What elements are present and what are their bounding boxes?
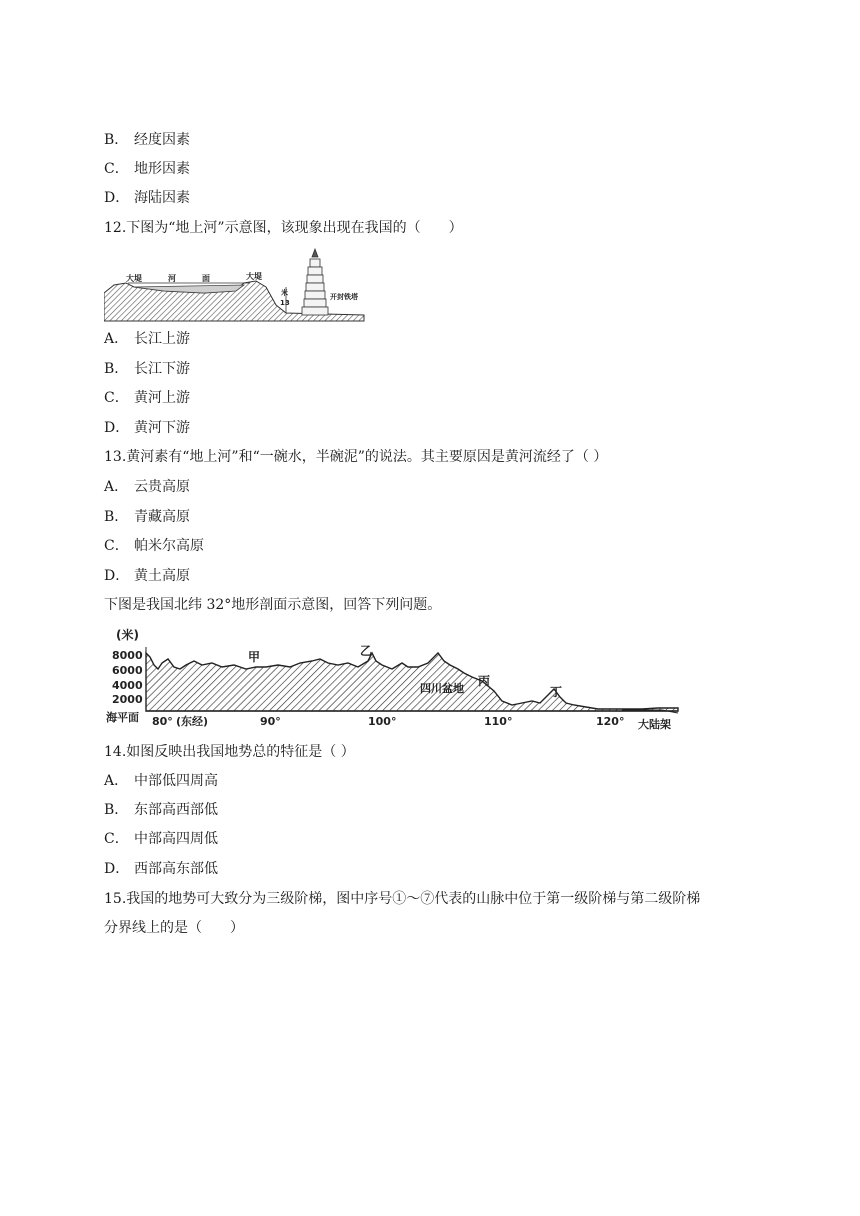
q12-stem: 12.下图为“地上河”示意图，该现象出现在我国的（ ） [104,220,463,236]
option-letter: D． [104,190,130,206]
option-letter: B． [104,132,129,148]
option-text: 西部高东部低 [134,861,218,877]
option-text: 地形因素 [134,161,190,177]
label-river-mian: 面 [202,274,210,283]
label-bing: 丙 [478,674,491,688]
q13-stem: 13.黄河素有“地上河”和“一碗水，半碗泥”的说法。其主要原因是黄河流经了（ ） [104,449,608,465]
option-letter: B． [104,509,129,525]
q14-option-c [104,829,218,849]
q14-stem: 14.如图反映出我国地势总的特征是（ ） [104,744,355,760]
q12-option-b [104,359,190,379]
q11-option-c [104,159,190,179]
q11-option-b [104,130,190,150]
option-text: 长江下游 [134,361,190,377]
option-text: 海陆因素 [134,190,190,206]
option-text: 云贵高原 [134,479,190,495]
label-height-unit: 米 [281,289,288,297]
option-text: 经度因素 [134,132,190,148]
option-letter: A． [104,773,129,789]
q14-option-b [104,800,218,820]
x-tick-100: 100° [368,715,397,728]
q11-option-d [104,188,190,208]
q12-option-d [104,418,190,438]
pagoda-icon [302,249,328,315]
q12-option-a [104,329,190,349]
option-letter: D． [104,420,130,436]
label-continental-shelf: 大陆架 [638,718,671,731]
option-text: 中部高四周低 [134,831,218,847]
terrain-profile-figure [102,623,682,733]
q15-stem-line2: 分界线上的是（ ） [104,920,244,936]
x-tick-110: 110° [484,715,513,728]
option-letter: C． [104,538,129,554]
q13-option-c [104,536,204,556]
y-tick-2000: 2000 [112,693,143,706]
option-text: 东部高西部低 [134,802,218,818]
option-text: 黄河上游 [134,390,190,406]
q12-option-c [104,388,190,408]
option-letter: C． [104,161,129,177]
profile-intro: 下图是我国北纬 32°地形剖面示意图，回答下列问题。 [104,597,442,613]
profile-unit-label: (米) [116,628,139,642]
option-letter: D． [104,861,130,877]
x-tick-120: 120° [596,715,625,728]
label-yi: 乙 [360,644,373,658]
x-tick-80: 80° [152,715,173,728]
q14-option-a [104,771,218,791]
option-text: 黄河下游 [134,420,190,436]
label-height-value: 13 [280,299,290,307]
label-dyke-right: 大堤 [246,272,262,281]
q13-option-a [104,477,190,497]
label-river-he: 河 [168,274,176,283]
label-ding: 丁 [550,685,563,699]
label-dyke-left: 大堤 [126,274,142,283]
terrain-profile [146,653,678,711]
option-text: 长江上游 [134,331,190,347]
x-tick-90: 90° [260,715,281,728]
option-letter: B． [104,361,129,377]
option-text: 帕米尔高原 [134,538,204,554]
sea-level-label: 海平面 [106,711,139,724]
option-letter: A． [104,331,129,347]
option-text: 中部低四周高 [134,773,218,789]
option-letter: C． [104,390,129,406]
label-jia: 甲 [248,650,261,664]
label-sichuan-basin: 四川盆地 [420,682,464,695]
q14-option-d [104,859,218,879]
x-tick-east-longitude: (东经) [176,715,209,728]
label-kaifeng-tower: 开封铁塔 [330,293,358,301]
option-text: 黄土高原 [134,568,190,584]
q13-option-d [104,566,190,586]
option-letter: D． [104,568,130,584]
suspended-river-figure [104,247,366,323]
option-letter: B． [104,802,129,818]
option-letter: C． [104,831,129,847]
option-letter: A． [104,479,129,495]
y-tick-8000: 8000 [112,649,143,662]
option-text: 青藏高原 [134,509,190,525]
q13-option-b [104,507,190,527]
y-tick-6000: 6000 [112,664,143,677]
y-tick-4000: 4000 [112,679,143,692]
q15-stem-line1: 15.我国的地势可大致分为三级阶梯，图中序号①～⑦代表的山脉中位于第一级阶梯与第二级阶梯 [104,891,701,907]
